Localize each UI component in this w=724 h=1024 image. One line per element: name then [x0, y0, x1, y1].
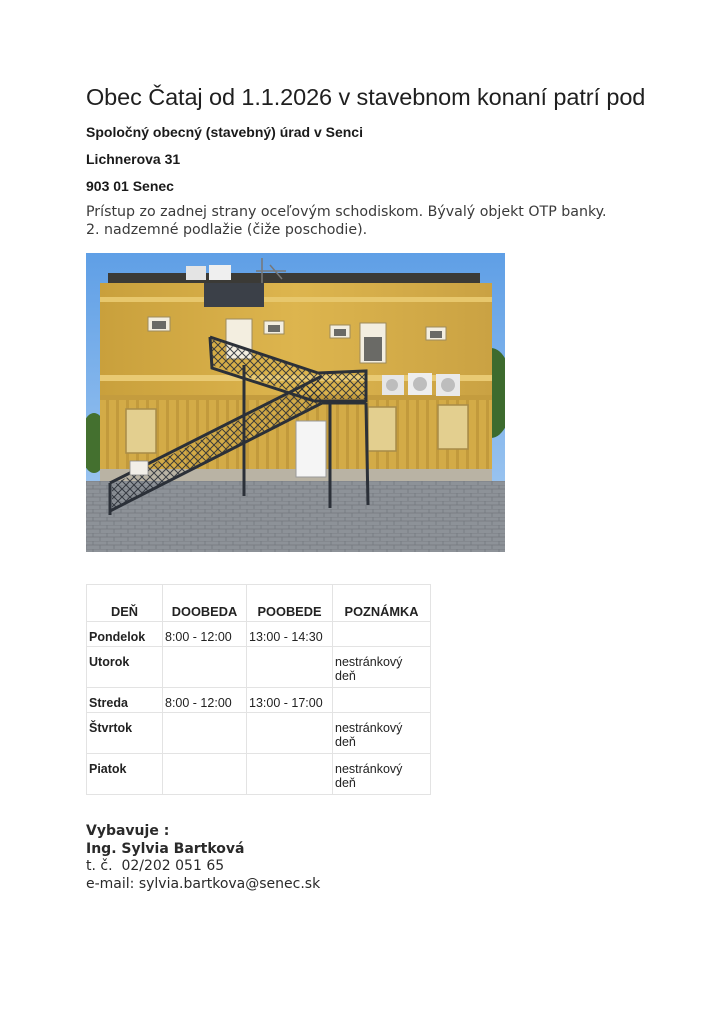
row-morning: 8:00 - 12:00	[163, 688, 247, 713]
table-header-row	[87, 585, 431, 622]
contact-block	[86, 823, 320, 893]
row-day: Utorok	[87, 647, 163, 688]
description-line-2: 2. nadzemné podlažie (čiže poschodie).	[86, 222, 368, 238]
row-note	[333, 647, 431, 688]
row-day: Pondelok	[87, 622, 163, 647]
note-line: deň	[335, 776, 356, 790]
table-row	[87, 622, 431, 647]
office-name: Spoločný obecný (stavebný) úrad v Senci	[86, 124, 363, 140]
office-city: 903 01 Senec	[86, 178, 174, 194]
page-title: Obec Čataj od 1.1.2026 v stavebnom konaní patrí pod	[86, 84, 646, 110]
note-line: nestránkový	[335, 762, 403, 776]
table-row	[87, 647, 431, 688]
note-line: nestránkový	[335, 721, 403, 735]
table-row	[87, 754, 431, 795]
row-afternoon	[247, 647, 333, 688]
row-morning	[163, 713, 247, 754]
contact-phone: t. č. 02/202 051 65	[86, 858, 225, 874]
description-line-1: Prístup zo zadnej strany oceľovým schodiskom. Bývalý objekt OTP banky.	[86, 204, 607, 220]
row-afternoon: 13:00 - 14:30	[247, 622, 333, 647]
contact-name: Ing. Sylvia Bartková	[86, 840, 245, 857]
access-description	[86, 203, 607, 239]
header-note: POZNÁMKA	[333, 585, 431, 622]
office-street: Lichnerova 31	[86, 151, 181, 167]
office-hours-table	[86, 584, 431, 795]
row-day: Piatok	[87, 754, 163, 795]
header-day: DEŇ	[87, 585, 163, 622]
header-afternoon: POOBEDE	[247, 585, 333, 622]
note-line: nestránkový	[335, 655, 403, 669]
note-line: deň	[335, 669, 356, 683]
table-row	[87, 713, 431, 754]
contact-email[interactable]: e-mail: sylvia.bartkova@senec.sk	[86, 875, 321, 892]
building-photo	[86, 253, 505, 552]
row-afternoon: 13:00 - 17:00	[247, 688, 333, 713]
row-afternoon	[247, 713, 333, 754]
row-morning: 8:00 - 12:00	[163, 622, 247, 647]
contact-label: Vybavuje :	[86, 823, 170, 839]
row-afternoon	[247, 754, 333, 795]
table-row	[87, 688, 431, 713]
row-morning	[163, 754, 247, 795]
row-day: Štvrtok	[87, 713, 163, 754]
row-morning	[163, 647, 247, 688]
header-morning: DOOBEDA	[163, 585, 247, 622]
row-day: Streda	[87, 688, 163, 713]
row-note	[333, 713, 431, 754]
row-note	[333, 688, 431, 713]
row-note	[333, 754, 431, 795]
row-note	[333, 622, 431, 647]
note-line: deň	[335, 735, 356, 749]
